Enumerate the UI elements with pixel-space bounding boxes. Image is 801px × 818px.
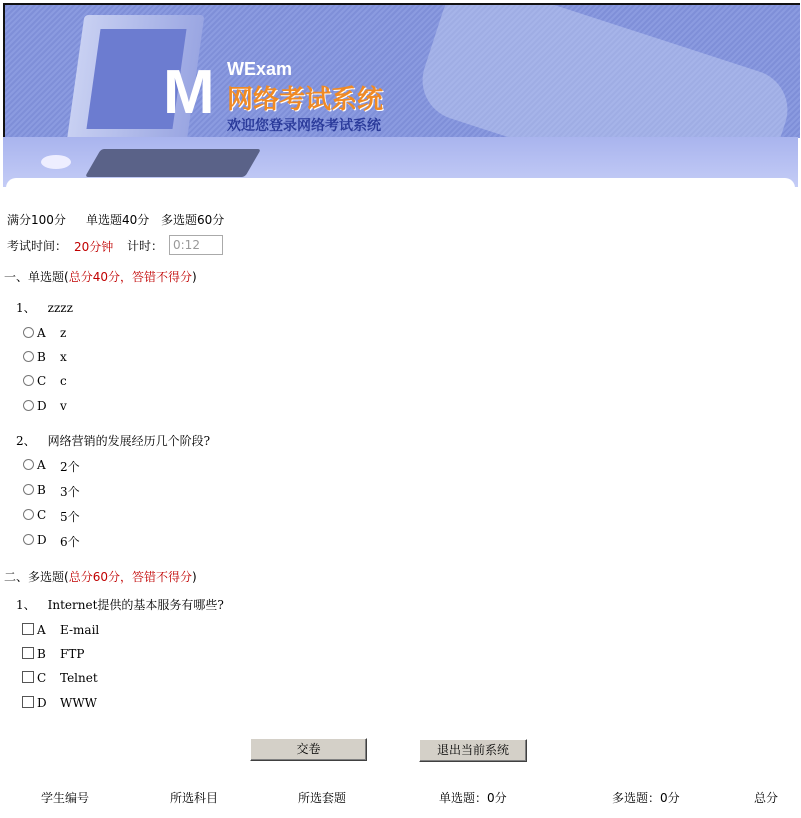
question-2 (16, 432, 210, 449)
option-text: E-mail (60, 623, 100, 637)
checkbox[interactable] (22, 696, 34, 708)
question-text: 网络营销的发展经历几个阶段? (47, 434, 211, 448)
radio-button[interactable] (23, 375, 34, 386)
option-1a[interactable] (23, 326, 67, 340)
keyboard-illustration (85, 149, 261, 177)
option-key: A (37, 458, 46, 472)
footer-multi-score: 多选题：0分 (612, 791, 680, 805)
option-key: B (37, 647, 46, 661)
option-3b[interactable] (22, 647, 85, 661)
radio-button[interactable] (23, 484, 34, 495)
option-text: c (60, 374, 67, 388)
option-1c[interactable] (23, 374, 67, 388)
question-text: zzzz (47, 301, 73, 315)
logo-subtitle: 欢迎您登录网络考试系统 (227, 118, 381, 134)
section-note: 总分40分，答错不得分 (68, 270, 192, 284)
radio-button[interactable] (23, 351, 34, 362)
checkbox[interactable] (22, 623, 34, 635)
option-2d[interactable] (23, 533, 80, 549)
option-1b[interactable] (23, 350, 67, 364)
content-panel-top (6, 178, 795, 208)
timer-label: 计时： (127, 239, 164, 253)
radio-button[interactable] (23, 534, 34, 545)
logo-brand: WExam (227, 59, 293, 79)
header-banner (3, 3, 800, 138)
option-key: A (37, 623, 46, 637)
option-text: 3个 (60, 485, 80, 499)
option-key: A (37, 326, 46, 340)
option-2b[interactable] (23, 483, 80, 499)
option-1d[interactable] (23, 399, 67, 413)
option-key: B (37, 350, 46, 364)
option-2a[interactable] (23, 458, 80, 474)
banner-decoration (412, 3, 798, 138)
footer-paper: 所选套题 (298, 791, 347, 805)
option-key: C (37, 374, 47, 388)
radio-button[interactable] (23, 400, 34, 411)
single-score: 单选题40分 (86, 213, 150, 227)
option-text: Telnet (60, 671, 98, 685)
option-3c[interactable] (22, 671, 98, 685)
option-text: 2个 (60, 460, 80, 474)
exam-time-value: 20分钟 (74, 240, 114, 254)
footer-student-id: 学生编号 (41, 791, 90, 805)
radio-button[interactable] (23, 459, 34, 470)
section-close: ) (191, 270, 197, 284)
section-single-title (4, 268, 197, 285)
question-3 (16, 596, 224, 613)
option-key: C (37, 508, 47, 522)
question-number: 2、 (16, 434, 36, 448)
option-key: D (37, 399, 47, 413)
option-key: C (37, 671, 47, 685)
section-note: 总分60分，答错不得分 (68, 570, 192, 584)
logo-letter: M (163, 58, 211, 127)
option-text: FTP (60, 647, 85, 661)
exam-time-label: 考试时间： (7, 239, 68, 253)
radio-button[interactable] (23, 327, 34, 338)
footer-subject: 所选科目 (170, 791, 219, 805)
section-multi-title (4, 568, 197, 585)
option-3d[interactable] (22, 696, 98, 710)
option-text: 5个 (60, 510, 80, 524)
full-score: 满分100分 (7, 213, 66, 227)
exit-button[interactable]: 退出当前系统 (419, 739, 527, 762)
option-text: v (60, 399, 67, 413)
footer-single-score: 单选题：0分 (439, 791, 507, 805)
footer-total: 总分 (754, 791, 779, 805)
option-text: WWW (60, 696, 98, 710)
section-title: 一、单选题( (4, 270, 69, 284)
option-text: 6个 (60, 535, 80, 549)
multi-score: 多选题60分 (161, 213, 225, 227)
radio-button[interactable] (23, 509, 34, 520)
option-key: D (37, 533, 47, 547)
logo-title: 网络考试系统 (227, 85, 384, 115)
question-1 (16, 299, 73, 316)
section-close: ) (191, 570, 197, 584)
section-title: 二、多选题( (4, 570, 69, 584)
question-number: 1、 (16, 598, 36, 612)
timer-field: 0:12 (169, 235, 223, 255)
checkbox[interactable] (22, 671, 34, 683)
option-key: B (37, 483, 46, 497)
question-text: Internet提供的基本服务有哪些? (47, 598, 224, 612)
checkbox[interactable] (22, 647, 34, 659)
option-key: D (37, 696, 47, 710)
mouse-illustration (41, 155, 71, 169)
option-text: z (60, 326, 67, 340)
option-text: x (60, 350, 67, 364)
submit-button[interactable]: 交卷 (250, 738, 367, 761)
option-2c[interactable] (23, 508, 80, 524)
question-number: 1、 (16, 301, 36, 315)
option-3a[interactable] (22, 623, 100, 637)
